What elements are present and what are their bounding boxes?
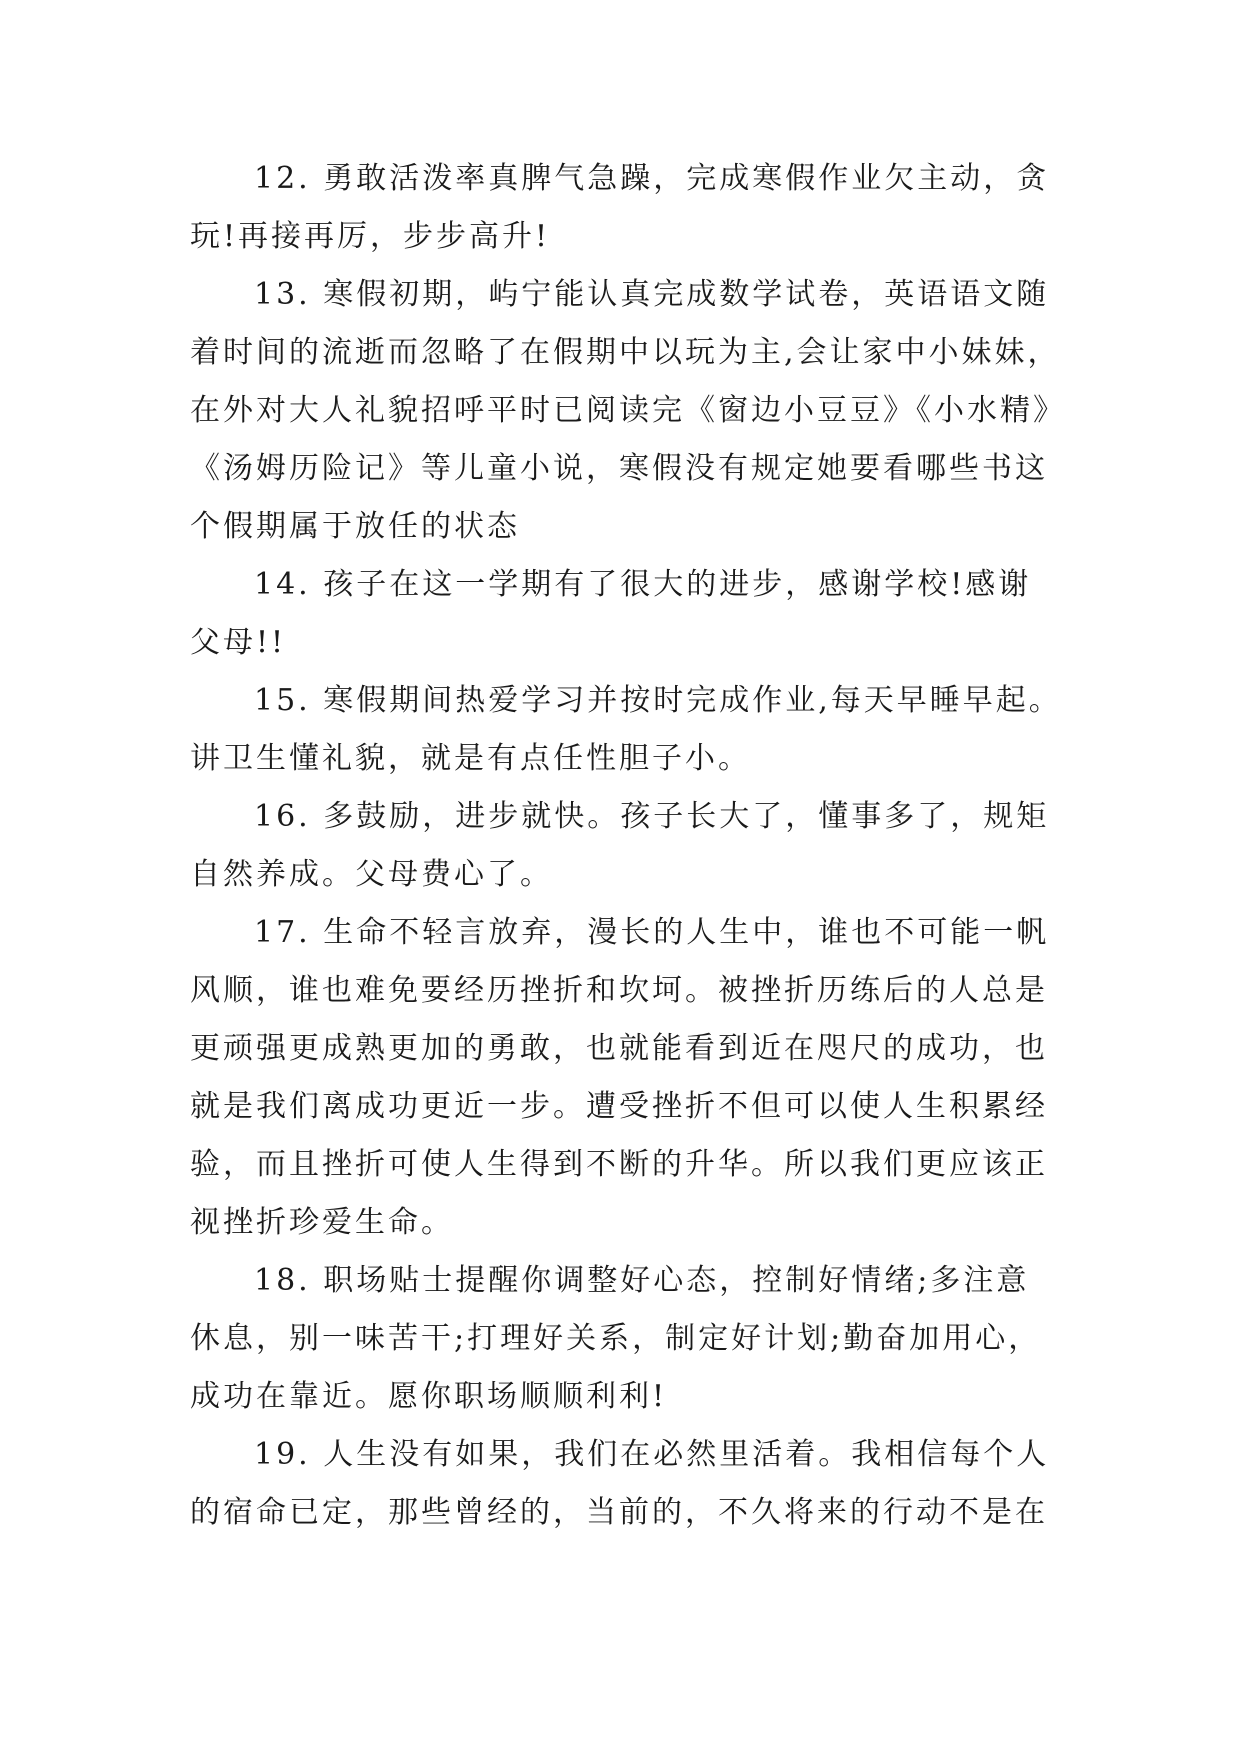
text-line: 父母!! (190, 625, 287, 660)
text-line: 在外对大人礼貌招呼平时已阅读完《窗边小豆豆》《小水精》 (190, 393, 1066, 428)
paragraph-17 (190, 904, 1090, 1252)
text-line: 自然养成。父母费心了。 (190, 857, 553, 892)
text-line: 风顺，谁也难免要经历挫折和坎坷。被挫折历练后的人总是 (190, 973, 1048, 1008)
text-line: 成功在靠近。愿你职场顺顺利利! (190, 1379, 668, 1414)
paragraph-18 (190, 1252, 1090, 1426)
text-line: 13. 寒假初期，屿宁能认真完成数学试卷，英语语文随 (254, 277, 1050, 312)
text-line: 个假期属于放任的状态 (190, 509, 520, 544)
text-line: 16. 多鼓励，进步就快。孩子长大了，懂事多了，规矩 (254, 799, 1050, 834)
paragraph-19 (190, 1426, 1090, 1542)
paragraph-12 (190, 150, 1090, 266)
text-line: 的宿命已定，那些曾经的，当前的，不久将来的行动不是在 (190, 1495, 1048, 1530)
text-line: 讲卫生懂礼貌，就是有点任性胆子小。 (190, 741, 751, 776)
text-line: 就是我们离成功更近一步。遭受挫折不但可以使人生积累经 (190, 1089, 1048, 1124)
text-line: 19. 人生没有如果，我们在必然里活着。我相信每个人 (254, 1437, 1050, 1472)
text-line: 17. 生命不轻言放弃，漫长的人生中，谁也不可能一帆 (254, 915, 1050, 950)
text-line: 15. 寒假期间热爱学习并按时完成作业,每天早睡早起。 (254, 683, 1062, 718)
text-line: 18. 职场贴士提醒你调整好心态，控制好情绪;多注意 (254, 1263, 1030, 1298)
paragraph-13 (190, 266, 1090, 556)
paragraph-14 (190, 556, 1090, 672)
text-line: 12. 勇敢活泼率真脾气急躁，完成寒假作业欠主动，贪 (254, 161, 1050, 196)
text-line: 14. 孩子在这一学期有了很大的进步，感谢学校!感谢 (254, 567, 1032, 602)
text-line: 着时间的流逝而忽略了在假期中以玩为主,会让家中小妹妹， (190, 335, 1061, 370)
text-line: 更顽强更成熟更加的勇敢，也就能看到近在咫尺的成功，也 (190, 1031, 1048, 1066)
paragraph-16 (190, 788, 1090, 904)
text-line: 休息，别一味苦干;打理好关系，制定好计划;勤奋加用心， (190, 1321, 1042, 1356)
text-line: 视挫折珍爱生命。 (190, 1205, 454, 1240)
paragraph-15 (190, 672, 1090, 788)
text-line: 玩!再接再厉，步步高升! (190, 219, 551, 254)
document-body (190, 150, 1090, 1542)
text-line: 《汤姆历险记》等儿童小说，寒假没有规定她要看哪些书这 (190, 451, 1048, 486)
text-line: 验，而且挫折可使人生得到不断的升华。所以我们更应该正 (190, 1147, 1048, 1182)
